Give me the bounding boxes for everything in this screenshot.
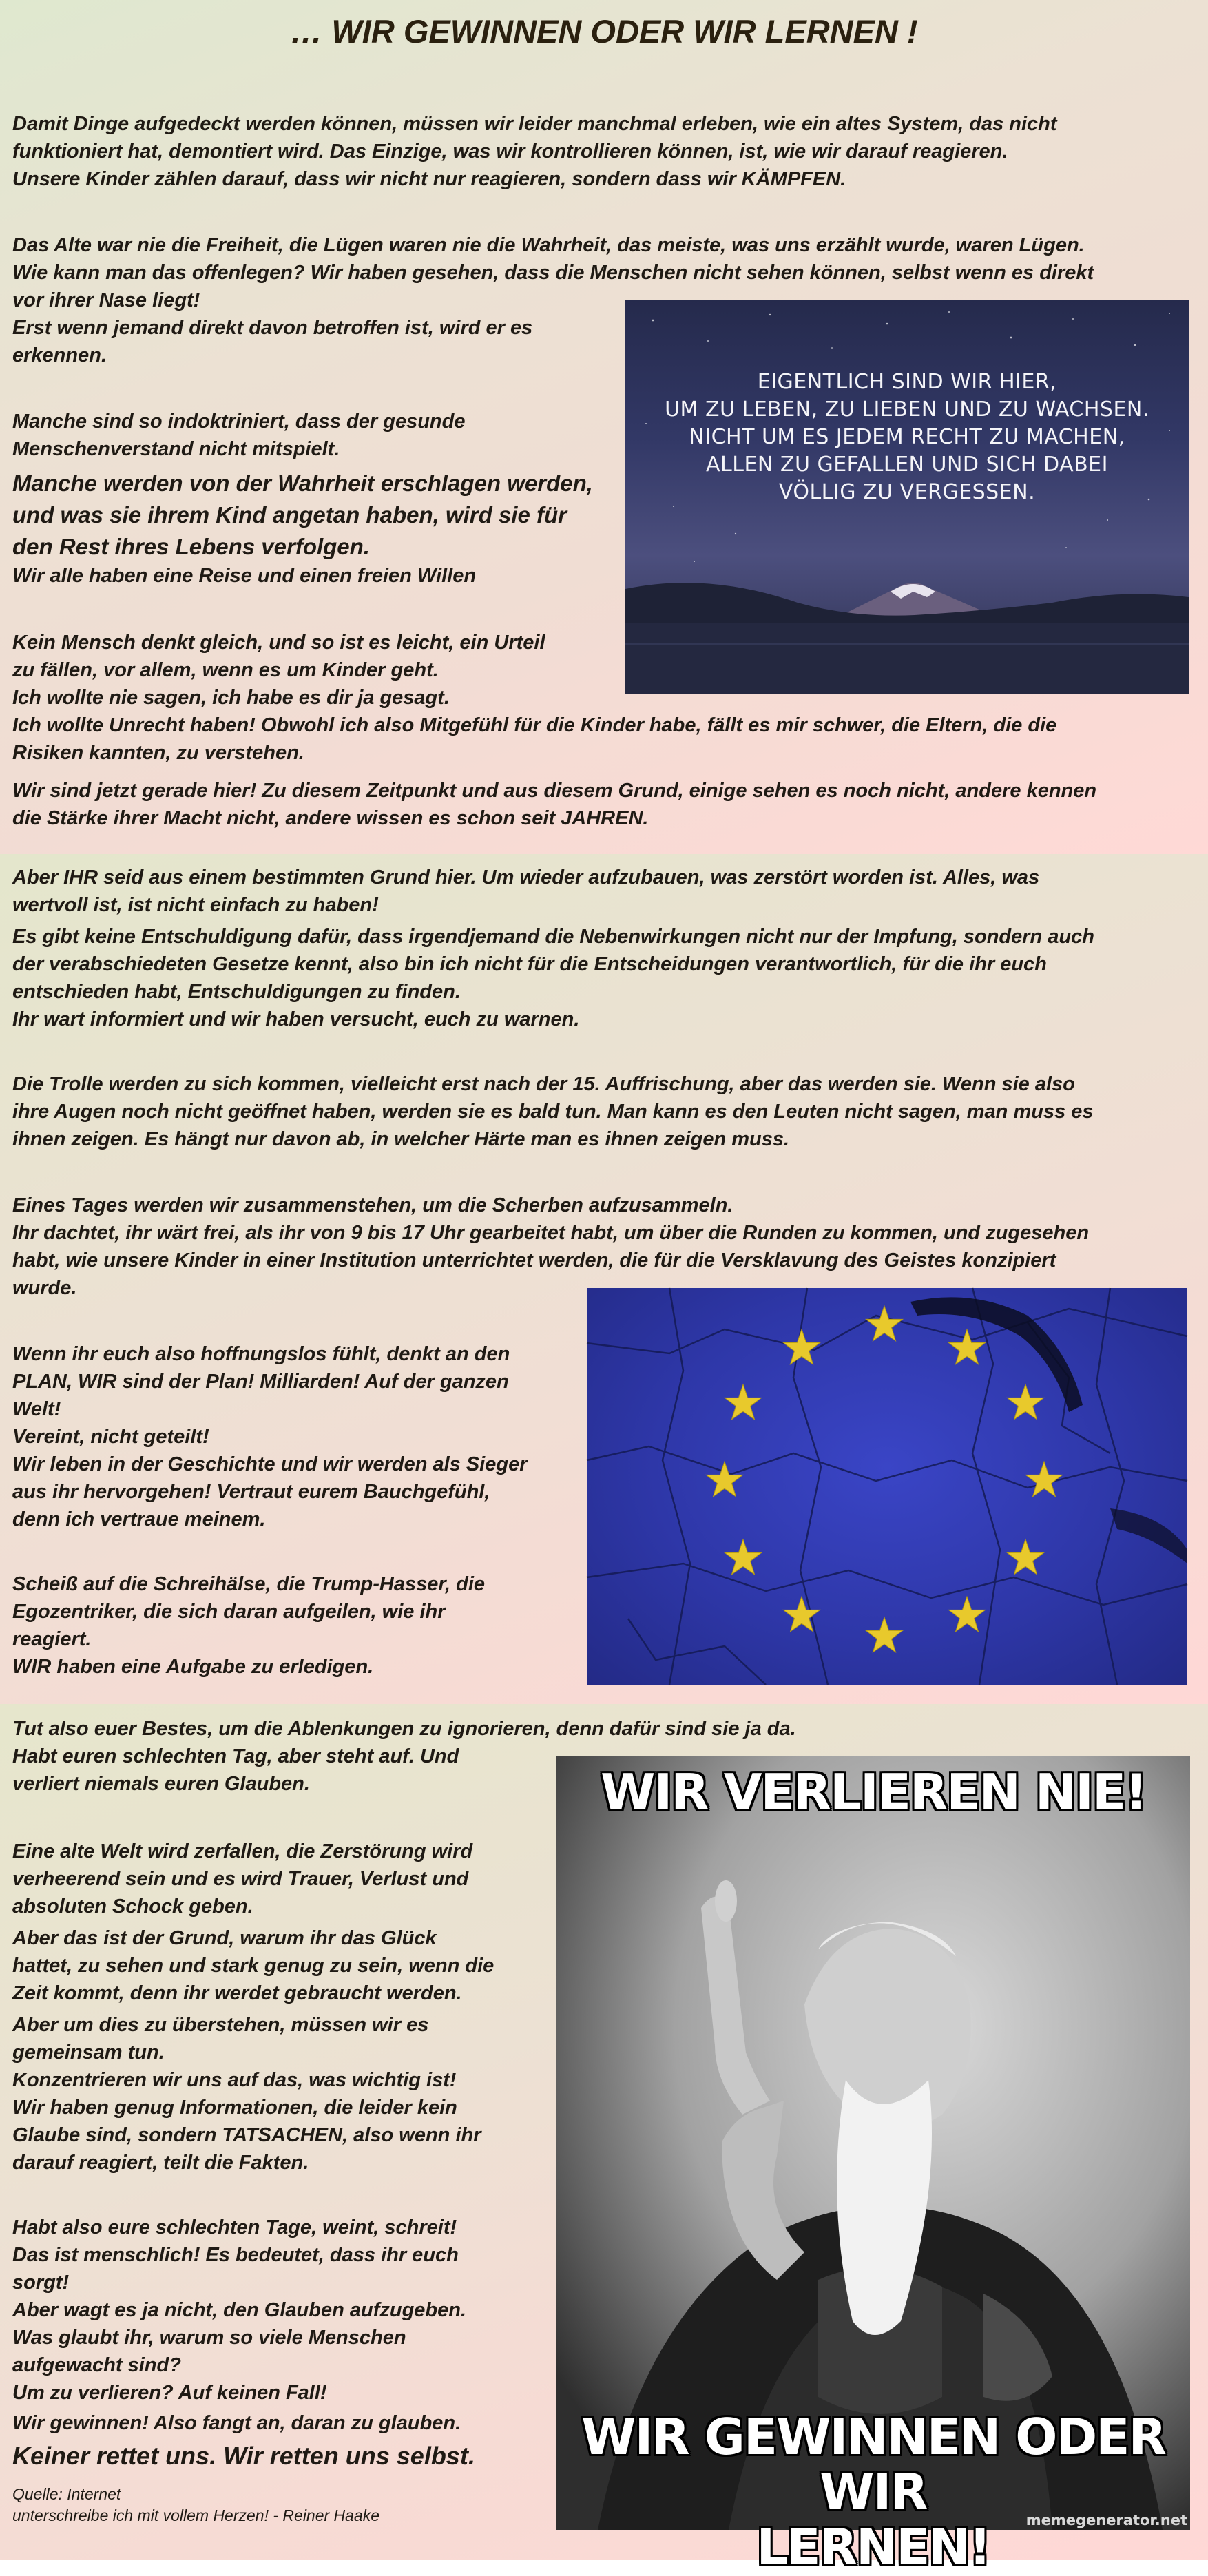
section-1	[0, 0, 1208, 854]
eu-stars-icon	[587, 1288, 1187, 1685]
mountain-night-quote-image	[625, 300, 1189, 694]
meme-bottom-text: WIR GEWINNEN ODER WIR LERNEN!	[581, 2408, 1165, 2576]
paragraph-emphasis: Manche werden von der Wahrheit erschlagen werden, und was sie ihrem Kind angetan haben, wird sie für den Rest ihres Lebens verfolgen.	[12, 470, 593, 559]
source-credit: Quelle: Internet unterschreibe ich mit vollem Herzen! - Reiner Haake	[12, 2485, 380, 2524]
watermark: memegenerator.net	[1025, 2512, 1187, 2528]
paragraph: Aber das ist der Grund, warum ihr das Glück hattet, zu sehen und stark genug zu sein, wenn die Zeit kommt, denn ihr werdet gebraucht werden.	[12, 1927, 494, 2004]
paragraph: Die Trolle werden zu sich kommen, vielleicht erst nach der 15. Auffrischung, aber das werden sie. Wenn sie also ihre Augen noch nicht geöffnet haben, werden sie es bald tun. Man kann es den Leuten nicht sagen, man muss es ihnen zeigen. Es hängt nur davon ab, in welcher Härte man es ihnen zeigen muss.	[12, 1073, 1094, 1150]
section-3	[0, 1704, 1208, 2576]
paragraph: Manche sind so indoktriniert, dass der gesunde Menschenverstand nicht mitspielt.	[12, 411, 466, 460]
paragraph: Es gibt keine Entschuldigung dafür, dass irgendjemand die Nebenwirkungen nicht nur der Impfung, sondern auch der verabschiedeten Gesetze kennt, also bin ich nicht für die Entscheidungen verantwortlich, für die ihr euch entschieden habt, Entschuldigungen zu finden. Ihr wart informiert und wir haben versucht, euch zu warnen.	[12, 926, 1095, 1030]
paragraph: Eines Tages werden wir zusammenstehen, um die Scherben aufzusammeln. Ihr dachtet, ihr wärt frei, als ihr von 9 bis 17 Uhr gearbeitet habt, um über die Runden zu kommen, und zugesehen habt, wie unsere Kinder in einer Institution unterrichtet werden, die für die Versklavung des Geistes konzipiert wurde.	[12, 1194, 1090, 1299]
section-2	[0, 854, 1208, 1704]
image-quote-text: EIGENTLICH SIND WIR HIER, UM ZU LEBEN, ZU LIEBEN UND ZU WACHSEN. NICHT UM ES JEDEM RECHT ZU MACHEN, ALLEN ZU GEFALLEN UND SICH DABEI VÖLLIG ZU VERGESSEN.	[665, 370, 1149, 504]
paragraph: Scheiß auf die Schreihälse, die Trump-Hasser, die Egozentriker, die sich daran aufgeilen, wie ihr reagiert. WIR haben eine Aufgabe zu erledigen.	[12, 1573, 486, 1678]
paragraph: Habt euren schlechten Tag, aber steht auf. Und verliert niemals euren Glauben.	[12, 1745, 459, 1795]
paragraph: Aber IHR seid aus einem bestimmten Grund hier. Um wieder aufzubauen, was zerstört worden ist. Alles, was wertvoll ist, ist nicht einfach zu haben!	[12, 866, 1040, 916]
meme-image	[556, 1756, 1190, 2576]
closing-statement: Keiner rettet uns. Wir retten uns selbst.	[12, 2442, 475, 2470]
paragraph: Wir alle haben eine Reise und einen freien Willen	[12, 565, 477, 587]
meme-top-text: WIR VERLIEREN NIE!	[601, 1763, 1146, 1821]
paragraph: Damit Dinge aufgedeckt werden können, müssen wir leider manchmal erleben, wie ein altes System, das nicht funktioniert hat, demontiert wird. Das Einzige, was wir kontrollieren können, ist, wie wir darauf reagieren. Unsere Kinder zählen darauf, dass wir nicht nur reagieren, sondern dass wir KÄMPFEN.	[12, 113, 1057, 190]
paragraph: Aber um dies zu überstehen, müssen wir es gemeinsam tun. Konzentrieren wir uns auf das, was wichtig ist! Wir haben genug Informationen, die leider kein Glaube sind, sondern TATSACHEN, also wenn ihr darauf reagiert, teilt die Fakten.	[12, 2014, 481, 2174]
paragraph: Tut also euer Bestes, um die Ablenkungen zu ignorieren, denn dafür sind sie ja da.	[12, 1718, 796, 1740]
paragraph: Das Alte war nie die Freiheit, die Lügen waren nie die Wahrheit, das meiste, was uns erzählt wurde, waren Lügen. Wie kann man das offenlegen? Wir haben gesehen, dass die Menschen nicht sehen können, selbst wenn es direkt vor ihrer Nase liegt! Erst wenn jemand direkt davon betroffen ist, wird er es erkennen.	[12, 234, 1094, 366]
paragraph: Eine alte Welt wird zerfallen, die Zerstörung wird verheerend sein und es wird Trauer, Verlust und absoluten Schock geben.	[12, 1840, 473, 1918]
paragraph: Wir gewinnen! Also fangt an, daran zu glauben.	[12, 2412, 461, 2434]
paragraph: Wir sind jetzt gerade hier! Zu diesem Zeitpunkt und aus diesem Grund, einige sehen es noch nicht, andere kennen die Stärke ihrer Macht nicht, andere wissen es schon seit JAHREN.	[12, 780, 1097, 829]
page-title: … WIR GEWINNEN ODER WIR LERNEN !	[290, 13, 918, 50]
cracked-eu-flag-image	[587, 1288, 1187, 1685]
paragraph: Habt also eure schlechten Tage, weint, schreit! Das ist menschlich! Es bedeutet, dass ihr euch sorgt! Aber wagt es ja nicht, den Glauben aufzugeben. Was glaubt ihr, warum so viele Menschen aufgewacht sind? Um zu verlieren? Auf keinen Fall!	[12, 2216, 467, 2404]
paragraph: Kein Mensch denkt gleich, und so ist es leicht, ein Urteil zu fällen, vor allem, wenn es um Kinder geht. Ich wollte nie sagen, ich habe es dir ja gesagt. Ich wollte Unrecht haben! Obwohl ich also Mitgefühl für die Kinder habe, fällt es mir schwer, die Eltern, die die Risiken kannten, zu verstehen.	[12, 632, 1057, 764]
paragraph: Wenn ihr euch also hoffnungslos fühlt, denkt an den PLAN, WIR sind der Plan! Milliarden! Auf der ganzen Welt! Vereint, nicht geteilt! Wir leben in der Geschichte und wir werden als Sieger aus ihr hervorgehen! Vertraut eurem Bauchgefühl, denn ich vertraue meinem.	[12, 1343, 528, 1530]
